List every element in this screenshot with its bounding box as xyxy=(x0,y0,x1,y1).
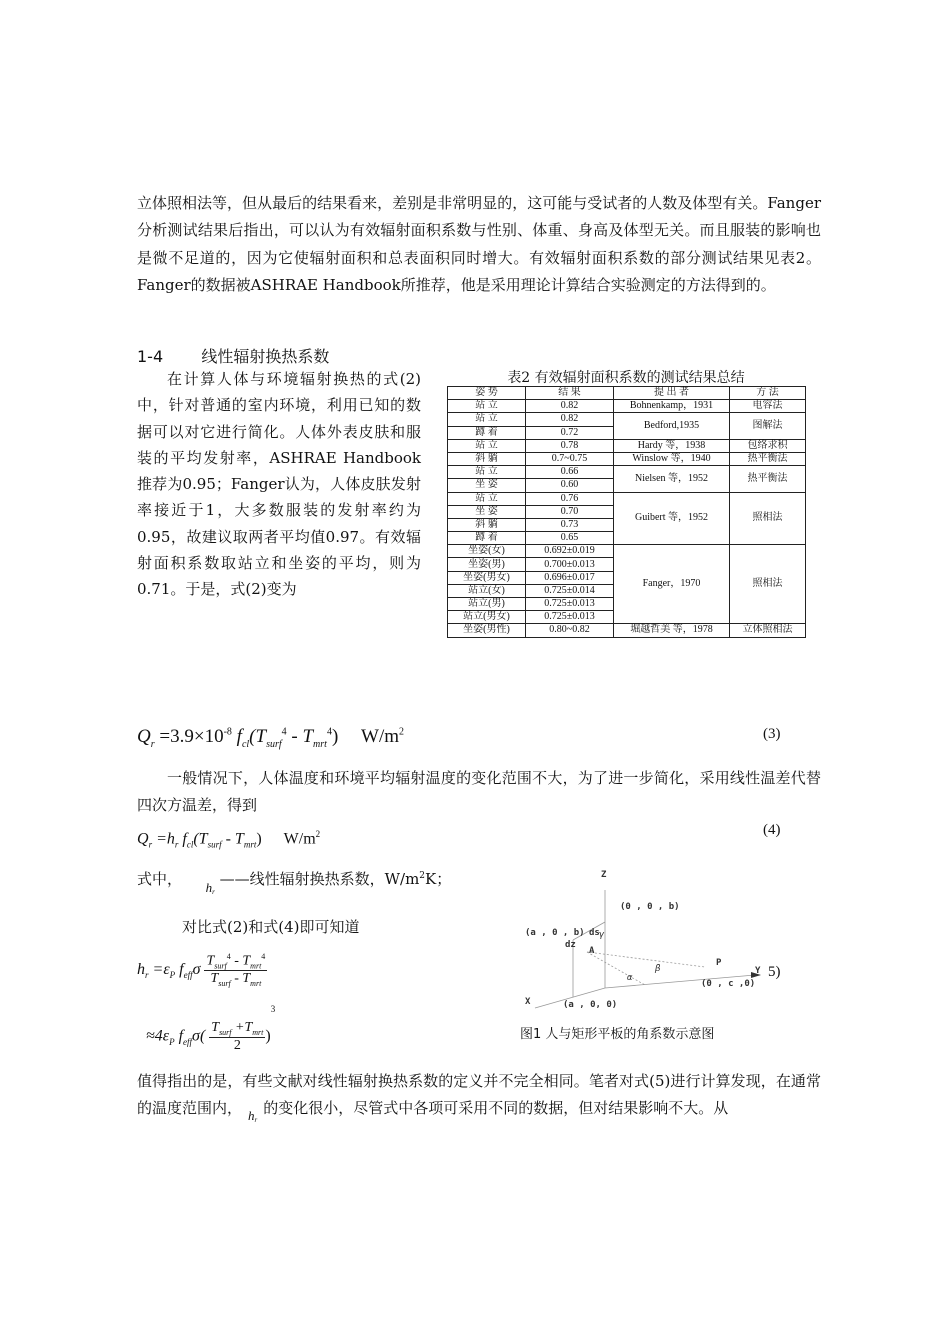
table-cell: 坐姿(男) xyxy=(448,558,526,571)
table-cell: 0.66 xyxy=(526,466,614,479)
table-row xyxy=(448,466,806,479)
table-cell: 站立(男) xyxy=(448,598,526,611)
table-cell: 站 立 xyxy=(448,400,526,413)
table-cell: 蹲 着 xyxy=(448,426,526,439)
table-cell: 0.65 xyxy=(526,532,614,545)
label-x: X xyxy=(525,997,531,1007)
table-row xyxy=(448,400,806,413)
label-y: Y xyxy=(755,966,761,976)
table-cell: 0.78 xyxy=(526,439,614,452)
table-cell: 堀越哲美 等，1978 xyxy=(614,624,730,637)
effective-radiation-table xyxy=(447,386,806,638)
table-cell: 站 立 xyxy=(448,413,526,426)
intro-paragraph: 立体照相法等，但从最后的结果看来，差别是非常明显的，这可能与受试者的人数及体型有关。Fanger分析测试结果后指出，可以认为有效辐射面积系数与性别、体重、身高及体型无关。而且服装的影响也是微不足道的，因为它使辐射面积和总表面积同时增大。有效辐射面积系数的部分测试结果见表2。Fanger的数据被ASHRAE Handbook所推荐，他是采用理论计算结合实验测定的方法得到的。 xyxy=(137,194,821,294)
final-paragraph: 值得指出的是，有些文献对线性辐射换热系数的定义并不完全相同。笔者对式(5)进行计算发现，在通常的温度范围内， $h_r$的变化很小，尽管式中各项可采用不同的数据，但对结果影响不大。从 xyxy=(137,1072,821,1125)
label-00b: (0 , 0 , b) xyxy=(620,902,680,912)
section-paragraph: 在计算人体与环境辐射换热的式(2)中，针对普通的室内环境，利用已知的数据可以对它进行简化。人体外表皮肤和服装的平均发射率，ASHRAE Handbook推荐为0.95；Fanger认为，人体皮肤发射率接近于1，大多数服装的发射率约为0.95，故建议取两者平均值0.97。有效辐射面积系数取站立和坐姿的平均，则为0.71。于是，式(2)变为 xyxy=(137,370,421,599)
table-cell: 0.725±0.013 xyxy=(526,598,614,611)
table-cell: 斜 躺 xyxy=(448,518,526,531)
equation-5-line-1: $h_r =\varepsilon_P$ $f_{eff}\sigma$ $\frac{T_{surf}^4 - T_{mrt}^4}{T_{surf} - T_{mrt}}$ xyxy=(137,952,266,989)
label-alpha: α xyxy=(627,973,633,983)
table-cell: Nielsen 等，1952 xyxy=(614,466,730,492)
table-cell: 电容法 xyxy=(730,400,806,413)
table-cell: 照相法 xyxy=(730,492,806,545)
label-z: Z xyxy=(601,870,607,880)
table-cell: 0.725±0.013 xyxy=(526,611,614,624)
table-row xyxy=(448,413,806,426)
label-gamma: γ xyxy=(599,930,605,940)
sight-line-2 xyxy=(587,952,645,985)
table-cell: 站 立 xyxy=(448,466,526,479)
label-a0b: (a , 0 , b) xyxy=(525,928,585,938)
table-cell: 0.60 xyxy=(526,479,614,492)
table-cell: 斜 躺 xyxy=(448,452,526,465)
equation-5-line-2: $\approx 4\varepsilon_P$ $f_{eff}\sigma$( $\frac{T_{surf} +T_{mrt}}{2}$ )$^3$ xyxy=(146,1004,276,1053)
label-p: P xyxy=(716,958,722,968)
table-cell: 0.7~0.75 xyxy=(526,452,614,465)
table-cell: 0.696±0.017 xyxy=(526,571,614,584)
table-cell: 0.692±0.019 xyxy=(526,545,614,558)
table-cell: 0.725±0.014 xyxy=(526,584,614,597)
table-cell: 0.700±0.013 xyxy=(526,558,614,571)
table-row xyxy=(448,624,806,637)
table-cell: 热平衡法 xyxy=(730,466,806,492)
table-cell: Bedford,1935 xyxy=(614,413,730,439)
table-cell: 站立(女) xyxy=(448,584,526,597)
table-cell: 站 立 xyxy=(448,492,526,505)
equation-4-number: (4) xyxy=(763,822,781,838)
table-row xyxy=(448,439,806,452)
table-cell: 立体照相法 xyxy=(730,624,806,637)
table-cell: 包络求积 xyxy=(730,439,806,452)
table-cell: 坐姿(男性) xyxy=(448,624,526,637)
section-heading xyxy=(137,344,437,367)
where-line: 式中， $h_r$ ——线性辐射换热系数，$W/m^2K$； xyxy=(137,870,452,896)
table-header: 提 出 者 xyxy=(614,387,730,400)
table-cell: 坐 姿 xyxy=(448,505,526,518)
table-cell: Bohnenkamp，1931 xyxy=(614,400,730,413)
table-cell: 坐姿(男女) xyxy=(448,571,526,584)
table-row xyxy=(448,452,806,465)
table-cell: 坐 姿 xyxy=(448,479,526,492)
table-header: 姿 势 xyxy=(448,387,526,400)
figure-1 xyxy=(515,860,805,1020)
table-cell: Fanger，1970 xyxy=(614,545,730,624)
figure-caption: 图1 人与矩形平板的角系数示意图 xyxy=(520,1027,715,1042)
compare-text: 对比式(2)和式(4)即可知道 xyxy=(182,918,360,936)
table-cell: 站 立 xyxy=(448,439,526,452)
table-header: 结 果 xyxy=(526,387,614,400)
label-a00: (a , 0, 0) xyxy=(563,1000,618,1010)
table-cell: 0.82 xyxy=(526,400,614,413)
table-cell: 坐姿(女) xyxy=(448,545,526,558)
label-ds: ds xyxy=(589,928,600,938)
table-cell: 热平衡法 xyxy=(730,452,806,465)
table-row xyxy=(448,492,806,505)
table-header-row xyxy=(448,387,806,400)
label-a: A xyxy=(589,946,595,956)
table-cell: Hardy 等，1938 xyxy=(614,439,730,452)
table-cell: 图解法 xyxy=(730,413,806,439)
equation-3-number: (3) xyxy=(763,726,781,742)
table-cell: 0.72 xyxy=(526,426,614,439)
table-header: 方 法 xyxy=(730,387,806,400)
label-beta: β xyxy=(655,964,661,974)
equation-5-number: 5) xyxy=(768,964,781,980)
table-row xyxy=(448,545,806,558)
table-cell: 蹲 着 xyxy=(448,532,526,545)
table-cell: 站立(男女) xyxy=(448,611,526,624)
section-title: 线性辐射换热系数 xyxy=(201,347,330,366)
equation-3: $Q_r =3.9\times 10^{-8}$ $f_{cl}(T_{surf}^4 - T_{mrt}^4)$ $W/m^2$ xyxy=(137,726,405,750)
table-cell: 照相法 xyxy=(730,545,806,624)
table-cell: 0.82 xyxy=(526,413,614,426)
table-cell: 0.76 xyxy=(526,492,614,505)
table-cell: Winslow 等，1940 xyxy=(614,452,730,465)
table-caption: 表2 有效辐射面积系数的测试结果总结 xyxy=(507,370,745,386)
paragraph-2: 一般情况下，人体温度和环境平均辐射温度的变化范围不大，为了进一步简化，采用线性温差代替四次方温差，得到 xyxy=(137,769,821,815)
figure-1-diagram xyxy=(515,860,805,1020)
table-cell: 0.73 xyxy=(526,518,614,531)
label-0c0: (0 , c ,0) xyxy=(701,979,756,989)
equation-4: $Q_r =h_r$ $f_{cl}(T_{surf} - T_{mrt})$ $W/m^2$ xyxy=(137,829,321,850)
table-cell: Guibert 等，1952 xyxy=(614,492,730,545)
table-cell: 0.80~0.82 xyxy=(526,624,614,637)
table-cell: 0.70 xyxy=(526,505,614,518)
label-dz: dz xyxy=(565,940,576,950)
section-number: 1-4 xyxy=(137,347,164,366)
